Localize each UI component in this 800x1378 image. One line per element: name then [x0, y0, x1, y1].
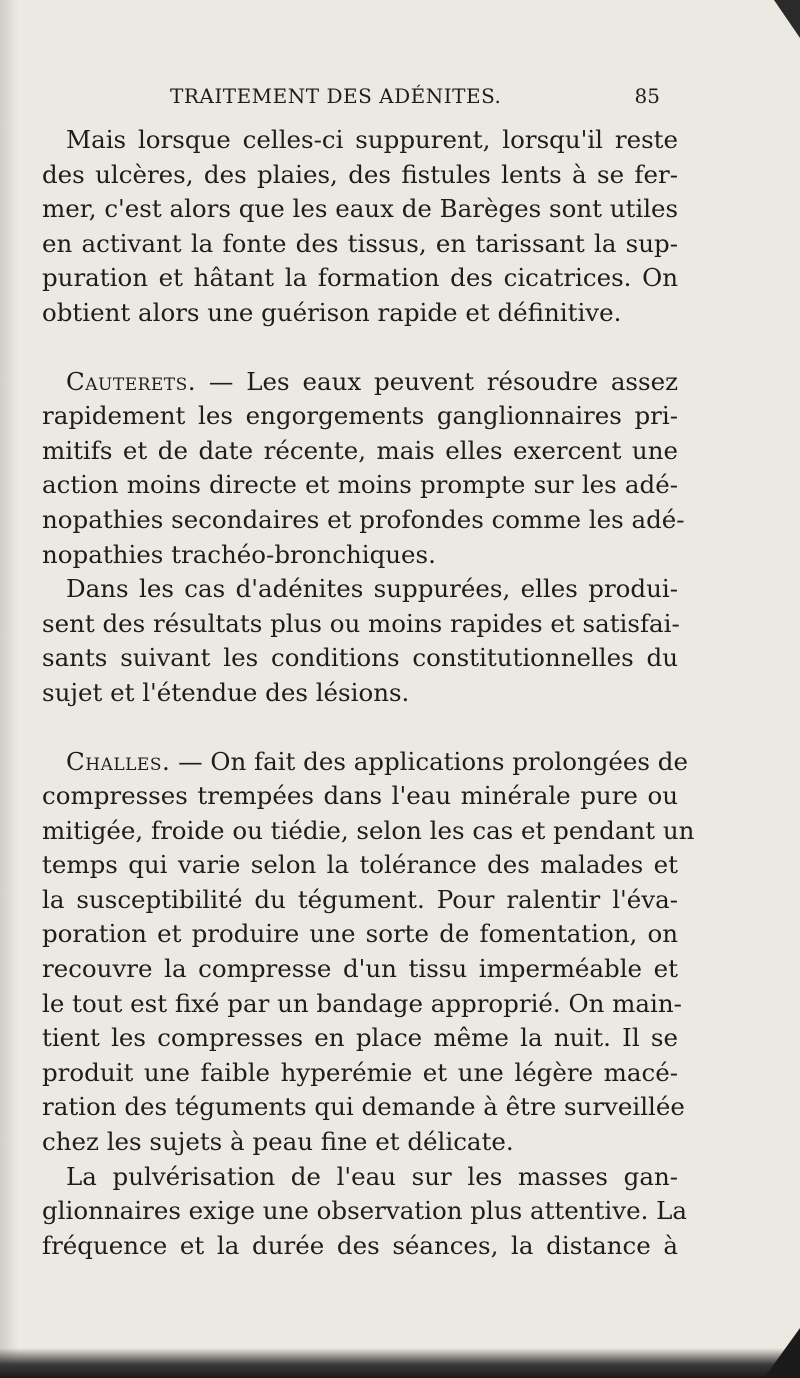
text-line: des ulcères, des plaies, des fistules lents à se fer-	[42, 159, 678, 189]
text-line: ration des téguments qui demande à être surveillée	[42, 1092, 685, 1122]
text-line: puration et hâtant la formation des cicatrices. On	[42, 263, 678, 293]
text-line: fréquence et la durée des séances, la distance à	[42, 1230, 678, 1260]
text-line: compresses trempées dans l'eau minérale pure ou	[42, 781, 678, 811]
text-line: en activant la fonte des tissus, en tarissant la sup-	[42, 228, 678, 258]
running-title: TRAITEMENT DES ADÉNITES.	[170, 84, 502, 108]
text-line: La pulvérisation de l'eau sur les masses gan-	[66, 1161, 678, 1191]
text-line: mitigée, froide ou tiédie, selon les cas et pendant un	[42, 815, 695, 845]
text-line: le tout est fixé par un bandage approprié. On main-	[42, 988, 682, 1018]
text-line: sants suivant les conditions constitutionnelles du	[42, 643, 678, 673]
section-heading-cauterets: Cauterets.	[66, 366, 197, 396]
text-line: mer, c'est alors que les eaux de Barèges sont utiles	[42, 194, 679, 224]
section-heading-challes: Challes.	[66, 746, 171, 776]
text-line: glionnaires exige une observation plus attentive. La	[42, 1196, 688, 1226]
page-number: 85	[634, 84, 660, 108]
text-line: nopathies secondaires et profondes comme les adé-	[42, 504, 685, 534]
page-gutter-shadow	[0, 0, 18, 1378]
text-line: tient les compresses en place même la nuit. Il se	[42, 1023, 678, 1053]
paragraph-gap	[42, 711, 678, 745]
text-line: chez les sujets à peau fine et délicate.	[42, 1127, 514, 1157]
text-run: — On fait des applications prolongées de	[170, 746, 688, 776]
text-line: produit une faible hyperémie et une légère macé-	[42, 1057, 678, 1087]
text-run: — Les eaux peuvent résoudre assez	[196, 366, 678, 396]
paragraph-gap	[42, 331, 678, 365]
text-line: nopathies trachéo-bronchiques.	[42, 539, 436, 569]
text-line: obtient alors une guérison rapide et définitive.	[42, 297, 622, 327]
text-line: Dans les cas d'adénites suppurées, elles produi-	[66, 574, 678, 604]
body-text	[42, 123, 695, 1263]
bottom-right-corner-shadow	[764, 1328, 800, 1378]
text-line: Mais lorsque celles-ci suppurent, lorsqu'il reste	[66, 125, 678, 154]
top-right-corner-shadow	[774, 0, 800, 38]
text-line: recouvre la compresse d'un tissu imperméable et	[42, 954, 678, 984]
text-line: la susceptibilité du tégument. Pour ralentir l'éva-	[42, 884, 678, 914]
text-line: poration et produire une sorte de fomentation, on	[42, 919, 678, 949]
text-line: sent des résultats plus ou moins rapides et satisfai-	[42, 608, 680, 638]
text-line	[42, 365, 678, 400]
page-header	[170, 84, 660, 114]
text-line	[42, 745, 688, 780]
text-line: mitifs et de date récente, mais elles exercent une	[42, 435, 678, 465]
text-line: action moins directe et moins prompte sur les adé-	[42, 470, 678, 500]
text-line: rapidement les engorgements ganglionnaires pri-	[42, 401, 678, 431]
page-bottom-edge	[0, 1348, 800, 1378]
text-line: temps qui varie selon la tolérance des malades et	[42, 850, 678, 880]
text-line: sujet et l'étendue des lésions.	[42, 677, 410, 707]
